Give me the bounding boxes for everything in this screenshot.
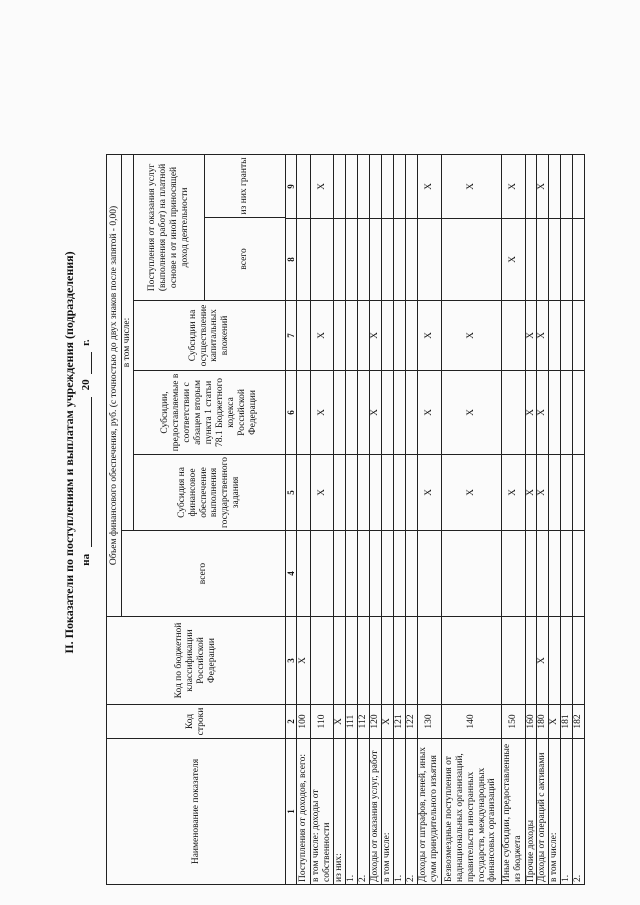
row-name: Безвозмездные поступления от наднациональных организаций, правительств иностранных государств, международных финансовых организаций xyxy=(441,739,501,885)
subtitle-suffix: г. xyxy=(80,339,92,346)
row-subsidy-capital xyxy=(501,300,525,370)
row-name: 2. xyxy=(357,739,369,885)
row-subsidy-capital xyxy=(405,300,417,370)
table-row xyxy=(393,154,405,884)
row-name: в том числе: xyxy=(549,739,561,885)
row-total xyxy=(561,531,573,617)
row-subsidy-state xyxy=(297,454,311,530)
row-code: 180 xyxy=(537,705,549,739)
row-paid-total xyxy=(334,218,346,300)
row-budget-code xyxy=(573,617,585,705)
header-total: всего xyxy=(122,531,286,617)
header-name: Наименование показателя xyxy=(107,739,286,885)
row-paid-total xyxy=(573,218,585,300)
row-subsidy-781 xyxy=(549,370,561,454)
row-code: 140 xyxy=(441,705,501,739)
row-subsidy-capital xyxy=(381,300,393,370)
row-paid-total xyxy=(537,218,549,300)
row-paid-total xyxy=(417,218,441,300)
row-paid-grants: X xyxy=(501,154,525,218)
row-total xyxy=(537,531,549,617)
column-number: 6 xyxy=(285,370,296,454)
row-name: из них: xyxy=(334,739,346,885)
row-subsidy-781: X xyxy=(369,370,381,454)
row-total xyxy=(549,531,561,617)
header-paid-total: всего xyxy=(205,217,285,300)
row-subsidy-capital xyxy=(346,300,358,370)
row-paid-grants xyxy=(405,154,417,218)
table-row xyxy=(561,154,573,884)
row-subsidy-capital xyxy=(549,300,561,370)
table-row xyxy=(501,154,525,884)
row-subsidy-state xyxy=(405,454,417,530)
row-budget-code: X xyxy=(537,617,549,705)
row-code: 182 xyxy=(573,705,585,739)
row-total xyxy=(525,531,537,617)
row-name: 1. xyxy=(393,739,405,885)
row-budget-code xyxy=(561,617,573,705)
row-name: в том числе: доходы от собственности xyxy=(311,739,334,885)
table-row xyxy=(549,154,561,884)
document-title: II. Показатели по поступлениям и выплатам учреждения (подразделения) xyxy=(62,251,76,654)
row-total xyxy=(405,531,417,617)
row-subsidy-state xyxy=(549,454,561,530)
table-row xyxy=(537,154,549,884)
row-subsidy-capital: X xyxy=(525,300,537,370)
row-budget-code xyxy=(381,617,393,705)
row-code: X xyxy=(381,705,393,739)
row-subsidy-capital xyxy=(573,300,585,370)
subtitle-prefix: на xyxy=(80,553,92,566)
row-budget-code xyxy=(357,617,369,705)
row-subsidy-capital xyxy=(393,300,405,370)
row-code: X xyxy=(549,705,561,739)
row-subsidy-state xyxy=(381,454,393,530)
row-subsidy-state xyxy=(573,454,585,530)
row-code: 120 xyxy=(369,705,381,739)
row-subsidy-state xyxy=(357,454,369,530)
table-row xyxy=(573,154,585,884)
row-code: 110 xyxy=(311,705,334,739)
row-paid-total xyxy=(311,218,334,300)
row-paid-total xyxy=(346,218,358,300)
row-code: X xyxy=(334,705,346,739)
row-subsidy-781 xyxy=(346,370,358,454)
row-paid-total xyxy=(381,218,393,300)
row-subsidy-state: X xyxy=(501,454,525,530)
header-paid-services: Поступления от оказания услуг (выполнения работ) на платной основе и от иной приносящей доход деятельности xyxy=(134,155,205,300)
row-paid-grants: X xyxy=(417,154,441,218)
row-subsidy-781 xyxy=(381,370,393,454)
row-budget-code xyxy=(346,617,358,705)
row-subsidy-state xyxy=(561,454,573,530)
row-name: Доходы от операций с активами xyxy=(537,739,549,885)
row-paid-total: X xyxy=(501,218,525,300)
row-total xyxy=(311,531,334,617)
row-budget-code: X xyxy=(297,617,311,705)
row-total xyxy=(393,531,405,617)
year-blank xyxy=(81,352,92,374)
row-name: Доходы от оказания услуг, работ xyxy=(369,739,381,885)
row-subsidy-capital: X xyxy=(311,300,334,370)
row-total xyxy=(346,531,358,617)
row-total xyxy=(381,531,393,617)
row-total xyxy=(441,531,501,617)
row-subsidy-781: X xyxy=(311,370,334,454)
row-subsidy-781 xyxy=(573,370,585,454)
row-budget-code xyxy=(369,617,381,705)
row-paid-grants xyxy=(549,154,561,218)
row-subsidy-781 xyxy=(561,370,573,454)
table-row xyxy=(525,154,537,884)
row-subsidy-781 xyxy=(297,370,311,454)
row-budget-code xyxy=(549,617,561,705)
row-paid-grants xyxy=(561,154,573,218)
row-budget-code xyxy=(417,617,441,705)
row-subsidy-capital xyxy=(334,300,346,370)
row-total xyxy=(297,531,311,617)
row-code: 112 xyxy=(357,705,369,739)
header-paid-grants: из них гранты xyxy=(239,157,250,215)
row-subsidy-state: X xyxy=(525,454,537,530)
row-subsidy-781 xyxy=(357,370,369,454)
row-code: 160 xyxy=(525,705,537,739)
row-paid-total xyxy=(357,218,369,300)
row-paid-grants xyxy=(381,154,393,218)
row-subsidy-781 xyxy=(405,370,417,454)
row-paid-grants xyxy=(369,154,381,218)
row-subsidy-capital: X xyxy=(537,300,549,370)
row-subsidy-capital xyxy=(297,300,311,370)
row-name: 1. xyxy=(346,739,358,885)
row-subsidy-state: X xyxy=(441,454,501,530)
document-subtitle xyxy=(80,0,92,905)
header-including: в том числе: xyxy=(122,154,134,530)
header-subsidy-781: Субсидии, предоставляемые в соответствии с абзацем вторым пункта 1 статьи 78.1 Бюджетного кодекса Российской Федерации xyxy=(133,370,285,454)
row-name: в том числе: xyxy=(381,739,393,885)
row-total xyxy=(369,531,381,617)
column-number: 3 xyxy=(285,617,296,705)
header-paid-services-cell xyxy=(133,154,285,300)
row-paid-total xyxy=(525,218,537,300)
table-row xyxy=(334,154,346,884)
row-subsidy-capital xyxy=(561,300,573,370)
row-name: 1. xyxy=(561,739,573,885)
column-number: 2 xyxy=(285,705,296,739)
row-total xyxy=(357,531,369,617)
row-paid-grants xyxy=(393,154,405,218)
table-row xyxy=(417,154,441,884)
header-subsidy-state: Субсидия на финансовое обеспечение выполнения государственного задания xyxy=(133,454,285,530)
row-budget-code xyxy=(334,617,346,705)
header-volume: Объем финансового обеспечения, руб. (с точностью до двух знаков после запятой - 0,00) xyxy=(107,154,122,616)
row-subsidy-781 xyxy=(501,370,525,454)
row-paid-total xyxy=(297,218,311,300)
row-code: 111 xyxy=(346,705,358,739)
column-number: 1 xyxy=(285,739,296,885)
table-row xyxy=(311,154,334,884)
row-subsidy-state xyxy=(346,454,358,530)
header-code: Код строки xyxy=(107,705,286,739)
row-subsidy-state: X xyxy=(417,454,441,530)
row-name: Прочие доходы xyxy=(525,739,537,885)
indicators-table xyxy=(106,154,585,885)
column-number: 5 xyxy=(285,454,296,530)
table-row xyxy=(405,154,417,884)
row-paid-grants xyxy=(357,154,369,218)
row-code: 121 xyxy=(393,705,405,739)
row-budget-code xyxy=(393,617,405,705)
column-numbers-row xyxy=(285,154,296,884)
row-paid-grants xyxy=(573,154,585,218)
row-paid-grants xyxy=(334,154,346,218)
row-code: 122 xyxy=(405,705,417,739)
row-paid-total xyxy=(405,218,417,300)
row-total xyxy=(501,531,525,617)
row-budget-code xyxy=(525,617,537,705)
row-total xyxy=(573,531,585,617)
row-paid-total xyxy=(549,218,561,300)
row-budget-code xyxy=(405,617,417,705)
row-paid-grants xyxy=(525,154,537,218)
row-name: 2. xyxy=(573,739,585,885)
row-paid-grants: X xyxy=(311,154,334,218)
row-paid-total xyxy=(369,218,381,300)
column-number: 9 xyxy=(285,154,296,218)
row-paid-total xyxy=(561,218,573,300)
row-subsidy-capital: X xyxy=(369,300,381,370)
row-total xyxy=(334,531,346,617)
row-subsidy-781 xyxy=(334,370,346,454)
row-code: 181 xyxy=(561,705,573,739)
column-number: 8 xyxy=(285,218,296,300)
table-row xyxy=(441,154,501,884)
row-total xyxy=(417,531,441,617)
row-name: 2. xyxy=(405,739,417,885)
row-paid-total xyxy=(393,218,405,300)
column-number: 4 xyxy=(285,531,296,617)
header-subsidy-capital: Субсидии на осуществление капитальных вложений xyxy=(133,300,285,370)
row-subsidy-781: X xyxy=(537,370,549,454)
row-subsidy-state: X xyxy=(537,454,549,530)
row-name: Иные субсидии, предоставленные из бюджета xyxy=(501,739,525,885)
header-budget-code: Код по бюджетной классификации Российской Федерации xyxy=(107,617,286,705)
row-budget-code xyxy=(501,617,525,705)
row-paid-grants xyxy=(346,154,358,218)
table-row xyxy=(381,154,393,884)
row-paid-total xyxy=(441,218,501,300)
row-code: 100 xyxy=(297,705,311,739)
row-subsidy-state xyxy=(393,454,405,530)
row-subsidy-capital: X xyxy=(441,300,501,370)
row-subsidy-capital xyxy=(357,300,369,370)
row-name: Поступления от доходов, всего: xyxy=(297,739,311,885)
row-subsidy-capital: X xyxy=(417,300,441,370)
row-subsidy-781: X xyxy=(525,370,537,454)
table-row xyxy=(357,154,369,884)
row-code: 150 xyxy=(501,705,525,739)
row-paid-grants xyxy=(297,154,311,218)
row-subsidy-state: X xyxy=(311,454,334,530)
subtitle-year: 20 xyxy=(80,379,92,391)
column-number: 7 xyxy=(285,300,296,370)
date-blank xyxy=(81,397,92,547)
row-subsidy-781: X xyxy=(441,370,501,454)
row-subsidy-state xyxy=(334,454,346,530)
row-subsidy-state xyxy=(369,454,381,530)
row-budget-code xyxy=(311,617,334,705)
row-subsidy-781: X xyxy=(417,370,441,454)
row-code: 130 xyxy=(417,705,441,739)
row-name: Доходы от штрафов, пеней, иных сумм принудительного изъятия xyxy=(417,739,441,885)
row-paid-grants: X xyxy=(537,154,549,218)
table-row xyxy=(297,154,311,884)
row-subsidy-781 xyxy=(393,370,405,454)
row-paid-grants: X xyxy=(441,154,501,218)
row-budget-code xyxy=(441,617,501,705)
table-row xyxy=(346,154,358,884)
table-row xyxy=(369,154,381,884)
